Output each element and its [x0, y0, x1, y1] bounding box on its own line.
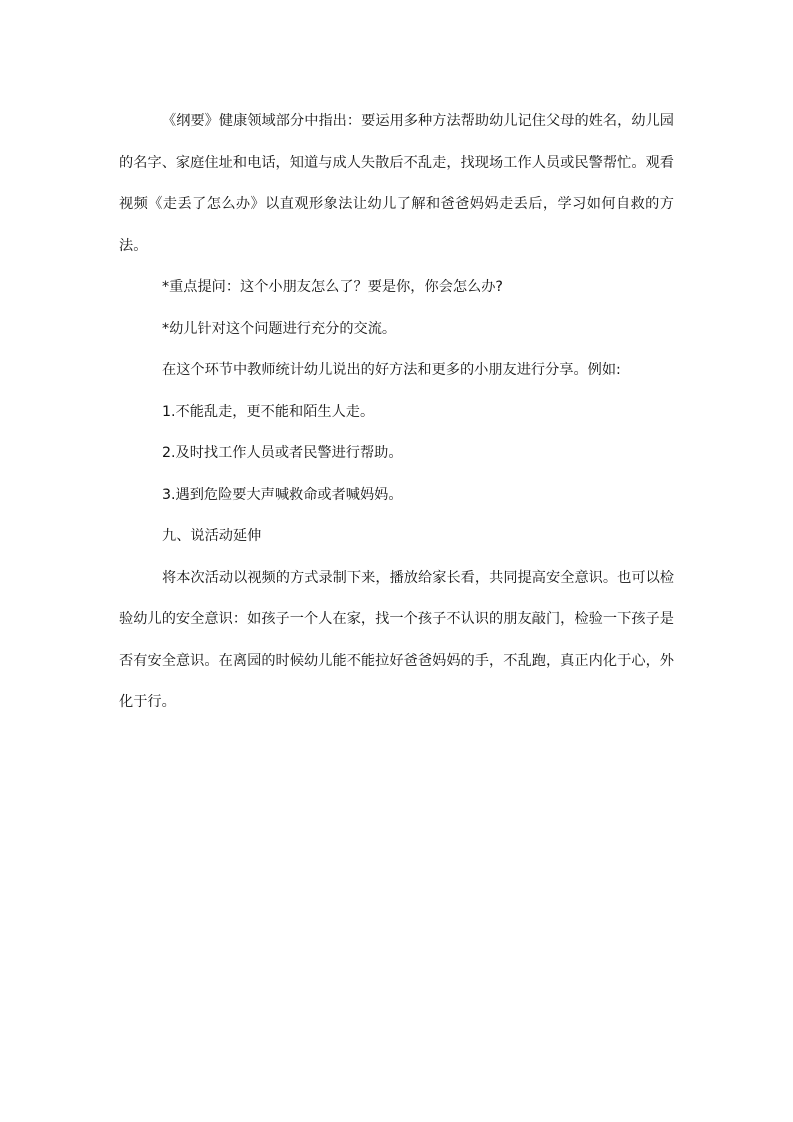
document-body	[119, 101, 674, 724]
list-item-3: 3.遇到危险要大声喊救命或者喊妈妈。	[162, 486, 403, 503]
list-item-1: 1.不能乱走，更不能和陌生人走。	[162, 403, 375, 420]
paragraph-sharing: 在这个环节中教师统计幼儿说出的好方法和更多的小朋友进行分享。例如:	[162, 362, 621, 378]
paragraph-guideline: 《纲要》健康领域部分中指出：要运用多种方法帮助幼儿记住父母的姓名，幼儿园的名字、家庭住址和电话，知道与成人失散后不乱走，找现场工作人员或民警帮忙。观看视频《走丢了怎么办》以直观形象法让幼儿了解和爸爸妈妈走丢后，学习如何自救的方法。	[119, 113, 674, 254]
paragraph-extension: 将本次活动以视频的方式录制下来，播放给家长看，共同提高安全意识。也可以检验幼儿的安全意识：如孩子一个人在家，找一个孩子不认识的朋友敲门，检验一下孩子是否有安全意识。在离园的时候幼儿能不能拉好爸爸妈妈的手，不乱跑，真正内化于心，外化于行。	[119, 569, 674, 710]
paragraph-key-question: *重点提问：这个小朋友怎么了？要是你，你会怎么办?	[162, 279, 503, 295]
section-heading-extension: 九、说活动延伸	[162, 528, 262, 544]
paragraph-discussion: *幼儿针对这个问题进行充分的交流。	[162, 320, 397, 337]
list-item-2: 2.及时找工作人员或者民警进行帮助。	[162, 445, 403, 461]
